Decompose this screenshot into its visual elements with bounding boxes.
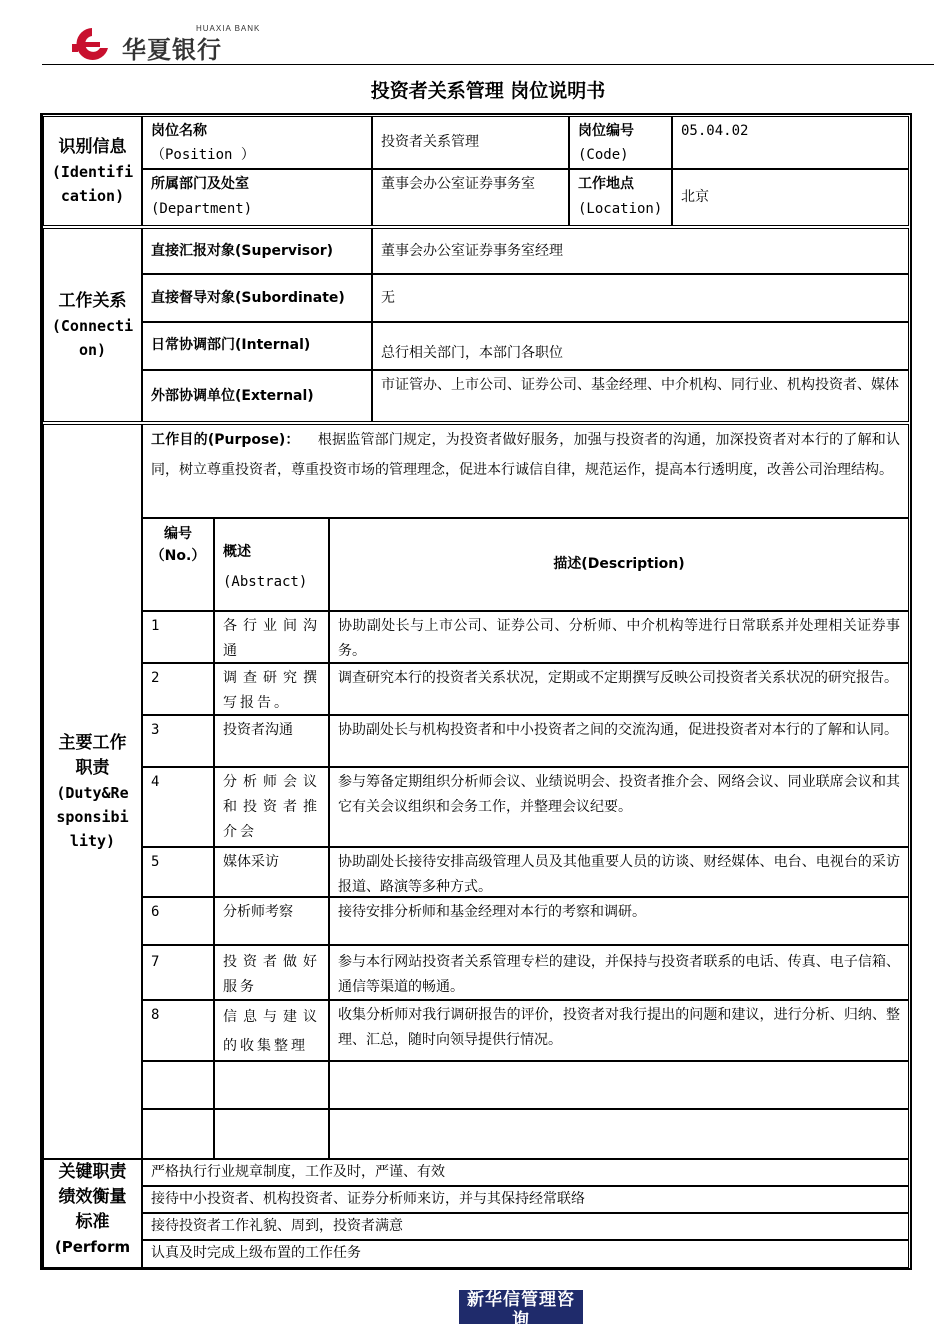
- empty-cell: [214, 1109, 329, 1159]
- consultancy-name-cn: 新华信管理咨询: [467, 1290, 575, 1330]
- kpi-section-label: 关键职责绩效衡量标准 (Perform: [43, 1159, 142, 1268]
- code-value: 05.04.02: [672, 116, 909, 169]
- kpi-item: 接待中小投资者、机构投资者、证券分析师来访，并与其保持经常联络: [142, 1186, 909, 1213]
- subordinate-label: 直接督导对象(Subordinate): [142, 274, 372, 322]
- external-value: 市证管办、上市公司、证券公司、基金经理、中介机构、同行业、机构投资者、媒体: [372, 370, 909, 422]
- bank-name-cn: 华夏银行: [122, 36, 222, 64]
- duty-abstract: 投资者做好服务: [214, 945, 329, 1000]
- duty-abstract: 投资者沟通: [214, 715, 329, 767]
- empty-cell: [329, 1109, 909, 1159]
- empty-cell: [214, 1061, 329, 1109]
- col-desc-header: 描述(Description): [329, 518, 909, 611]
- purpose-cell: [142, 424, 909, 518]
- col-no-header: 编号（No.）: [142, 518, 214, 611]
- empty-cell: [329, 1061, 909, 1109]
- consultancy-name-en: SINOTRUST: [475, 1330, 567, 1341]
- position-value: 投资者关系管理: [372, 116, 569, 169]
- page-title: 投资者关系管理 岗位说明书: [370, 80, 606, 102]
- code-label: 岗位编号 (Code): [569, 116, 672, 169]
- empty-cell: [142, 1061, 214, 1109]
- duty-no: 6: [142, 897, 214, 945]
- duty-abstract: 媒体采访: [214, 847, 329, 897]
- subordinate-value: 无: [372, 274, 909, 322]
- internal-value: 总行相关部门，本部门各职位: [372, 322, 909, 370]
- position-label: 岗位名称 （Position ）: [142, 116, 372, 169]
- duty-no: 5: [142, 847, 214, 897]
- duty-desc: 参与筹备定期组织分析师会议、业绩说明会、投资者推介会、网络会议、同业联席会议和其它有关会议组织和会务工作，并整理会议纪要。: [329, 767, 909, 847]
- duty-desc: 接待安排分析师和基金经理对本行的考察和调研。: [329, 897, 909, 945]
- duty-no: 8: [142, 1000, 214, 1061]
- external-label: 外部协调单位(External): [142, 370, 372, 422]
- bank-logo: [70, 24, 270, 64]
- col-abstract-header: 概述 (Abstract): [214, 518, 329, 611]
- supervisor-label: 直接汇报对象(Supervisor): [142, 228, 372, 274]
- department-value: 董事会办公室证券事务室: [372, 169, 569, 226]
- consultancy-logo: [459, 1290, 583, 1341]
- kpi-item: 接待投资者工作礼貌、周到，投资者满意: [142, 1213, 909, 1240]
- duty-abstract: 分析师考察: [214, 897, 329, 945]
- duty-no: 2: [142, 663, 214, 715]
- internal-label: 日常协调部门(Internal): [142, 322, 372, 370]
- duty-desc: 收集分析师对我行调研报告的评价，投资者对我行提出的问题和建议，进行分析、归纳、整理、汇总，随时向领导提供行情况。: [329, 1000, 909, 1061]
- duty-abstract: 信息与建议的收集整理: [214, 1000, 329, 1061]
- identification-section-label: 识别信息 (Identification): [43, 116, 142, 226]
- duty-desc: 协助副处长接待安排高级管理人员及其他重要人员的访谈、财经媒体、电台、电视台的采访报道、路演等多种方式。: [329, 847, 909, 897]
- department-label: 所属部门及处室 (Department): [142, 169, 372, 226]
- kpi-item: 严格执行行业规章制度，工作及时，严谨、有效: [142, 1159, 909, 1186]
- duty-desc: 协助副处长与机构投资者和中小投资者之间的交流沟通，促进投资者对本行的了解和认同。: [329, 715, 909, 767]
- connection-section-label: 工作关系 (Connection): [43, 228, 142, 422]
- location-value: 北京: [672, 169, 909, 226]
- purpose-text: 根据监管部门规定，为投资者做好服务，加强与投资者的沟通，加深投资者对本行的了解和认同，树立尊重投资者，尊重投资市场的管理理念，促进本行诚信自律，规范运作，提高本行透明度，改善公司治理结构。: [151, 432, 900, 478]
- duty-section-label: 主要工作职责 (Duty&Responsibility): [43, 424, 142, 1159]
- duty-desc: 协助副处长与上市公司、证券公司、分析师、中介机构等进行日常联系并处理相关证券事务。: [329, 611, 909, 663]
- empty-cell: [142, 1109, 214, 1159]
- duty-abstract: 分析师会议和投资者推介会: [214, 767, 329, 847]
- duty-desc: 调查研究本行的投资者关系状况，定期或不定期撰写反映公司投资者关系状况的研究报告。: [329, 663, 909, 715]
- duty-desc: 参与本行网站投资者关系管理专栏的建设，并保持与投资者联系的电话、传真、电子信箱、通信等渠道的畅通。: [329, 945, 909, 1000]
- purpose-label: 工作目的(Purpose)：: [151, 432, 300, 448]
- header-divider: [42, 64, 934, 65]
- kpi-item: 认真及时完成上级布置的工作任务: [142, 1240, 909, 1268]
- bank-name-en: HUAXIA BANK: [196, 24, 261, 33]
- duty-no: 1: [142, 611, 214, 663]
- duty-no: 3: [142, 715, 214, 767]
- bank-emblem-icon: [70, 24, 114, 64]
- location-label: 工作地点 (Location): [569, 169, 672, 226]
- duty-abstract: 各行业间沟通: [214, 611, 329, 663]
- duty-abstract: 调查研究撰写报告。: [214, 663, 329, 715]
- duty-no: 4: [142, 767, 214, 847]
- duty-no: 7: [142, 945, 214, 1000]
- supervisor-value: 董事会办公室证券事务室经理: [372, 228, 909, 274]
